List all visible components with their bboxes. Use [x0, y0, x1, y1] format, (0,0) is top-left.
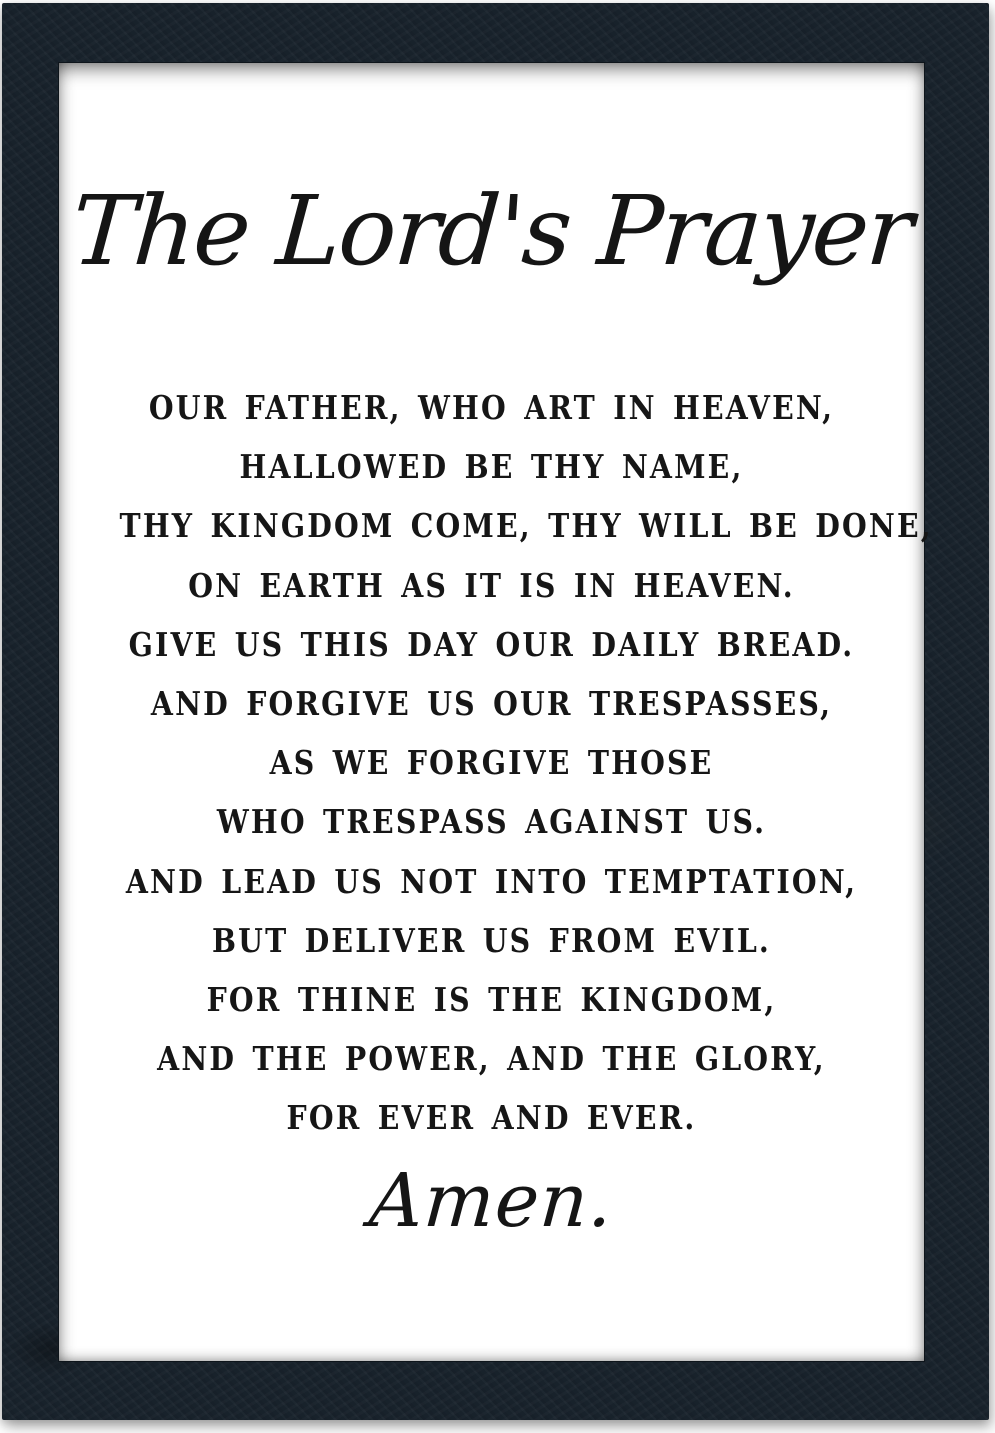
prayer-line: GIVE US THIS DAY OUR DAILY BREAD.: [128, 624, 855, 664]
prayer-line: BUT DELIVER US FROM EVIL.: [212, 920, 771, 960]
poster-title: The Lord's Prayer: [68, 175, 915, 287]
poster-closing-amen: Amen.: [366, 1158, 617, 1244]
prayer-line: FOR EVER AND EVER.: [286, 1098, 697, 1138]
prayer-line: ON EARTH AS IT IS IN HEAVEN.: [188, 565, 795, 605]
prayer-line: WHO TRESPASS AGAINST US.: [216, 802, 767, 842]
prayer-line: AND FORGIVE US OUR TRESPASSES,: [150, 684, 833, 724]
picture-frame: [2, 3, 989, 1420]
prayer-text: [59, 378, 933, 1148]
prayer-line: AS WE FORGIVE THOSE: [269, 743, 714, 783]
prayer-line: AND THE POWER, AND THE GLORY,: [157, 1039, 826, 1079]
prayer-line: THY KINGDOM COME, THY WILL BE DONE,: [119, 506, 933, 546]
prayer-line: AND LEAD US NOT INTO TEMPTATION,: [125, 861, 858, 901]
poster-paper: [58, 62, 933, 1362]
prayer-line: HALLOWED BE THY NAME,: [239, 447, 744, 487]
prayer-line: OUR FATHER, WHO ART IN HEAVEN,: [148, 388, 835, 427]
prayer-line: FOR THINE IS THE KINGDOM,: [206, 980, 777, 1020]
